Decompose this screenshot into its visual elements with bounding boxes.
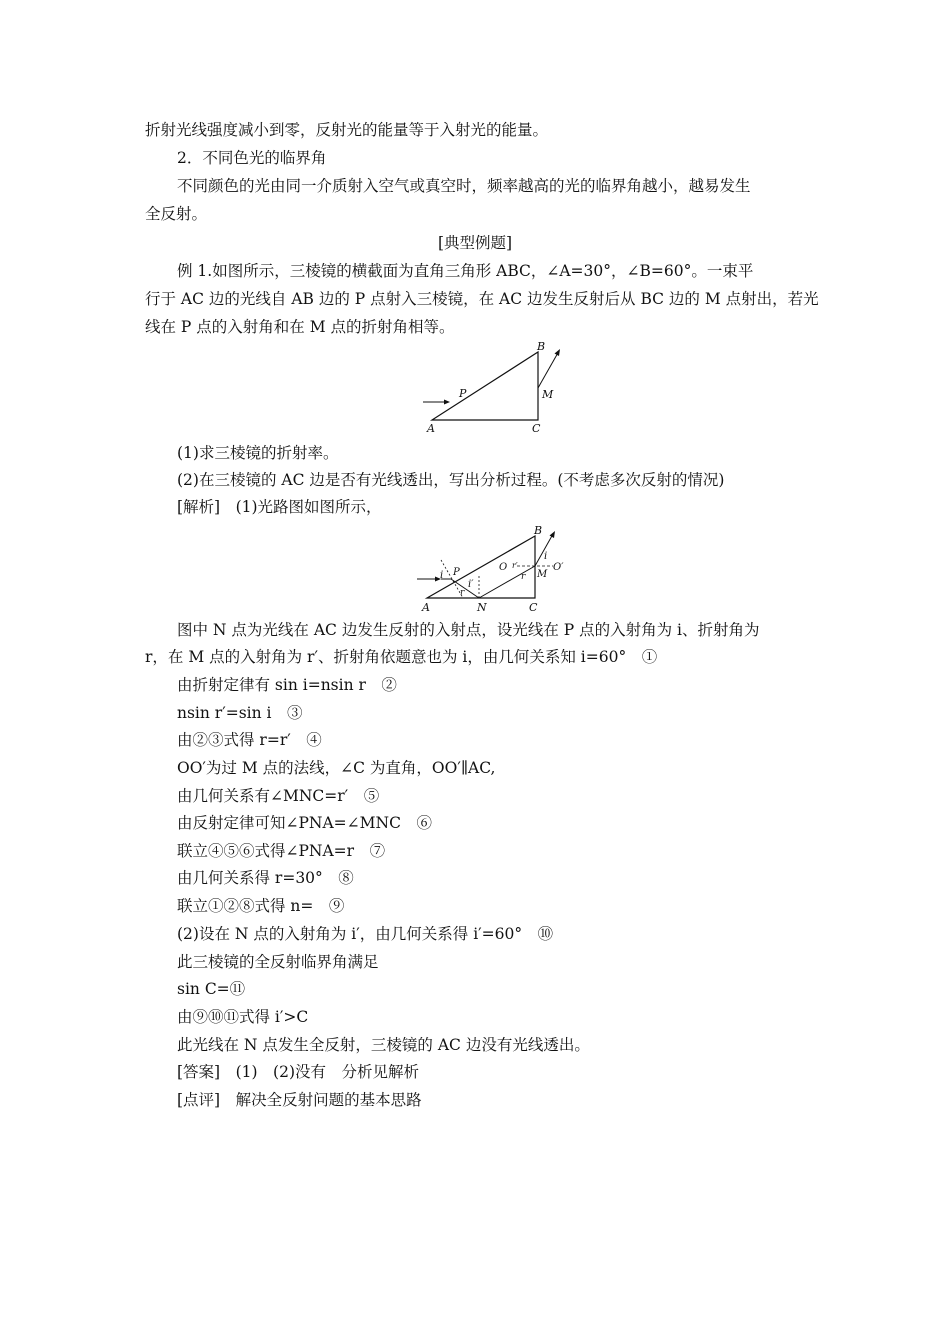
angle-r-label: r [460,588,465,598]
equation-line: (2)设在 N 点的入射角为 i′，由几何关系得 i′=60° ⑩ [177,925,554,943]
label-o-prime: O′ [553,562,564,573]
equation-line: 由几何关系得 r=30° ⑧ [177,869,354,887]
solution-heading: [解析] (1)光路图如图所示， [177,498,382,516]
comment-line: [点评] 解决全反射问题的基本思路 [177,1091,422,1109]
text-line: 折射光线强度减小到零，反射光的能量等于入射光的能量。 [145,121,549,139]
equation-line: nsin r′=sin i ③ [177,704,303,722]
text-line: 例 1.如图所示，三棱镜的横截面为直角三角形 ABC，∠A=30°，∠B=60°。一束平 [177,262,754,280]
question-1: (1)求三棱镜的折射率。 [177,444,339,462]
exit-arrowhead [550,531,556,538]
light-path-figure [413,520,578,615]
exit-ray [538,351,559,388]
label-o: O [499,562,508,573]
equation-line: OO′为过 M 点的法线，∠C 为直角，OO′∥AC, [177,759,496,777]
prism-triangle [432,352,538,420]
exit-arrowhead [555,349,561,356]
incident-arrowhead [444,400,450,405]
text-line: 线在 P 点的入射角和在 M 点的折射角相等。 [145,318,455,336]
angle-r-prime-label: r′ [512,561,518,570]
equation-line: 由折射定律有 sin i=nsin r ② [177,676,397,694]
label-p: P [453,567,460,578]
equation-line: 由②③式得 r=r′ ④ [177,731,322,749]
label-a: A [422,601,430,614]
section-heading: 2．不同色光的临界角 [177,149,327,167]
text-line: 不同颜色的光由同一介质射入空气或真空时，频率越高的光的临界角越小，越易发生 [177,177,751,195]
equation-line: 由几何关系有∠MNC=r′ ⑤ [177,787,380,805]
label-n: N [477,601,487,614]
equation-line: 联立④⑤⑥式得∠PNA=r ⑦ [177,842,386,860]
equation-line: 由⑨⑩⑪式得 i′>C [177,1008,309,1026]
label-p: P [459,387,467,400]
label-b: B [537,340,546,353]
label-c: C [532,422,541,435]
text-line: 此光线在 N 点发生全反射，三棱镜的 AC 边没有光线透出。 [177,1036,590,1054]
angle-i-label-m: i [544,551,548,562]
text-line: r，在 M 点的入射角为 r′、折射角依题意也为 i，由几何关系知 i=60° ① [145,648,658,666]
angle-r-label-m: r [521,572,526,582]
text-line: 图中 N 点为光线在 AC 边发生反射的入射点，设光线在 P 点的入射角为 i、折射角为 [177,621,760,639]
equation-line: 联立①②⑧式得 n= ⑨ [177,897,345,915]
text-line: 全反射。 [145,205,208,223]
text-line: 行于 AC 边的光线自 AB 边的 P 点射入三棱镜，在 AC 边发生反射后从 BC 边的 M 点射出，若光 [145,290,819,308]
refracted-ray [451,579,479,598]
prism-triangle [427,536,535,598]
angle-i-prime-label: i′ [468,579,474,590]
label-b: B [534,524,543,537]
angle-i-label: i [440,570,444,581]
equation-line: 由反射定律可知∠PNA=∠MNC ⑥ [177,814,432,832]
text-line: 此三棱镜的全反射临界角满足 [177,953,379,971]
label-m: M [537,569,548,580]
label-c: C [529,601,538,614]
question-2: (2)在三棱镜的 AC 边是否有光线透出，写出分析过程。(不考虑多次反射的情况) [177,471,725,489]
prism-figure [418,340,568,435]
answer-line: [答案] (1) (2)没有 分析见解析 [177,1063,420,1081]
equation-line: sin C=⑪ [177,980,246,998]
example-heading: [典型例题] [437,234,513,252]
label-a: A [427,422,435,435]
label-m: M [542,388,554,401]
